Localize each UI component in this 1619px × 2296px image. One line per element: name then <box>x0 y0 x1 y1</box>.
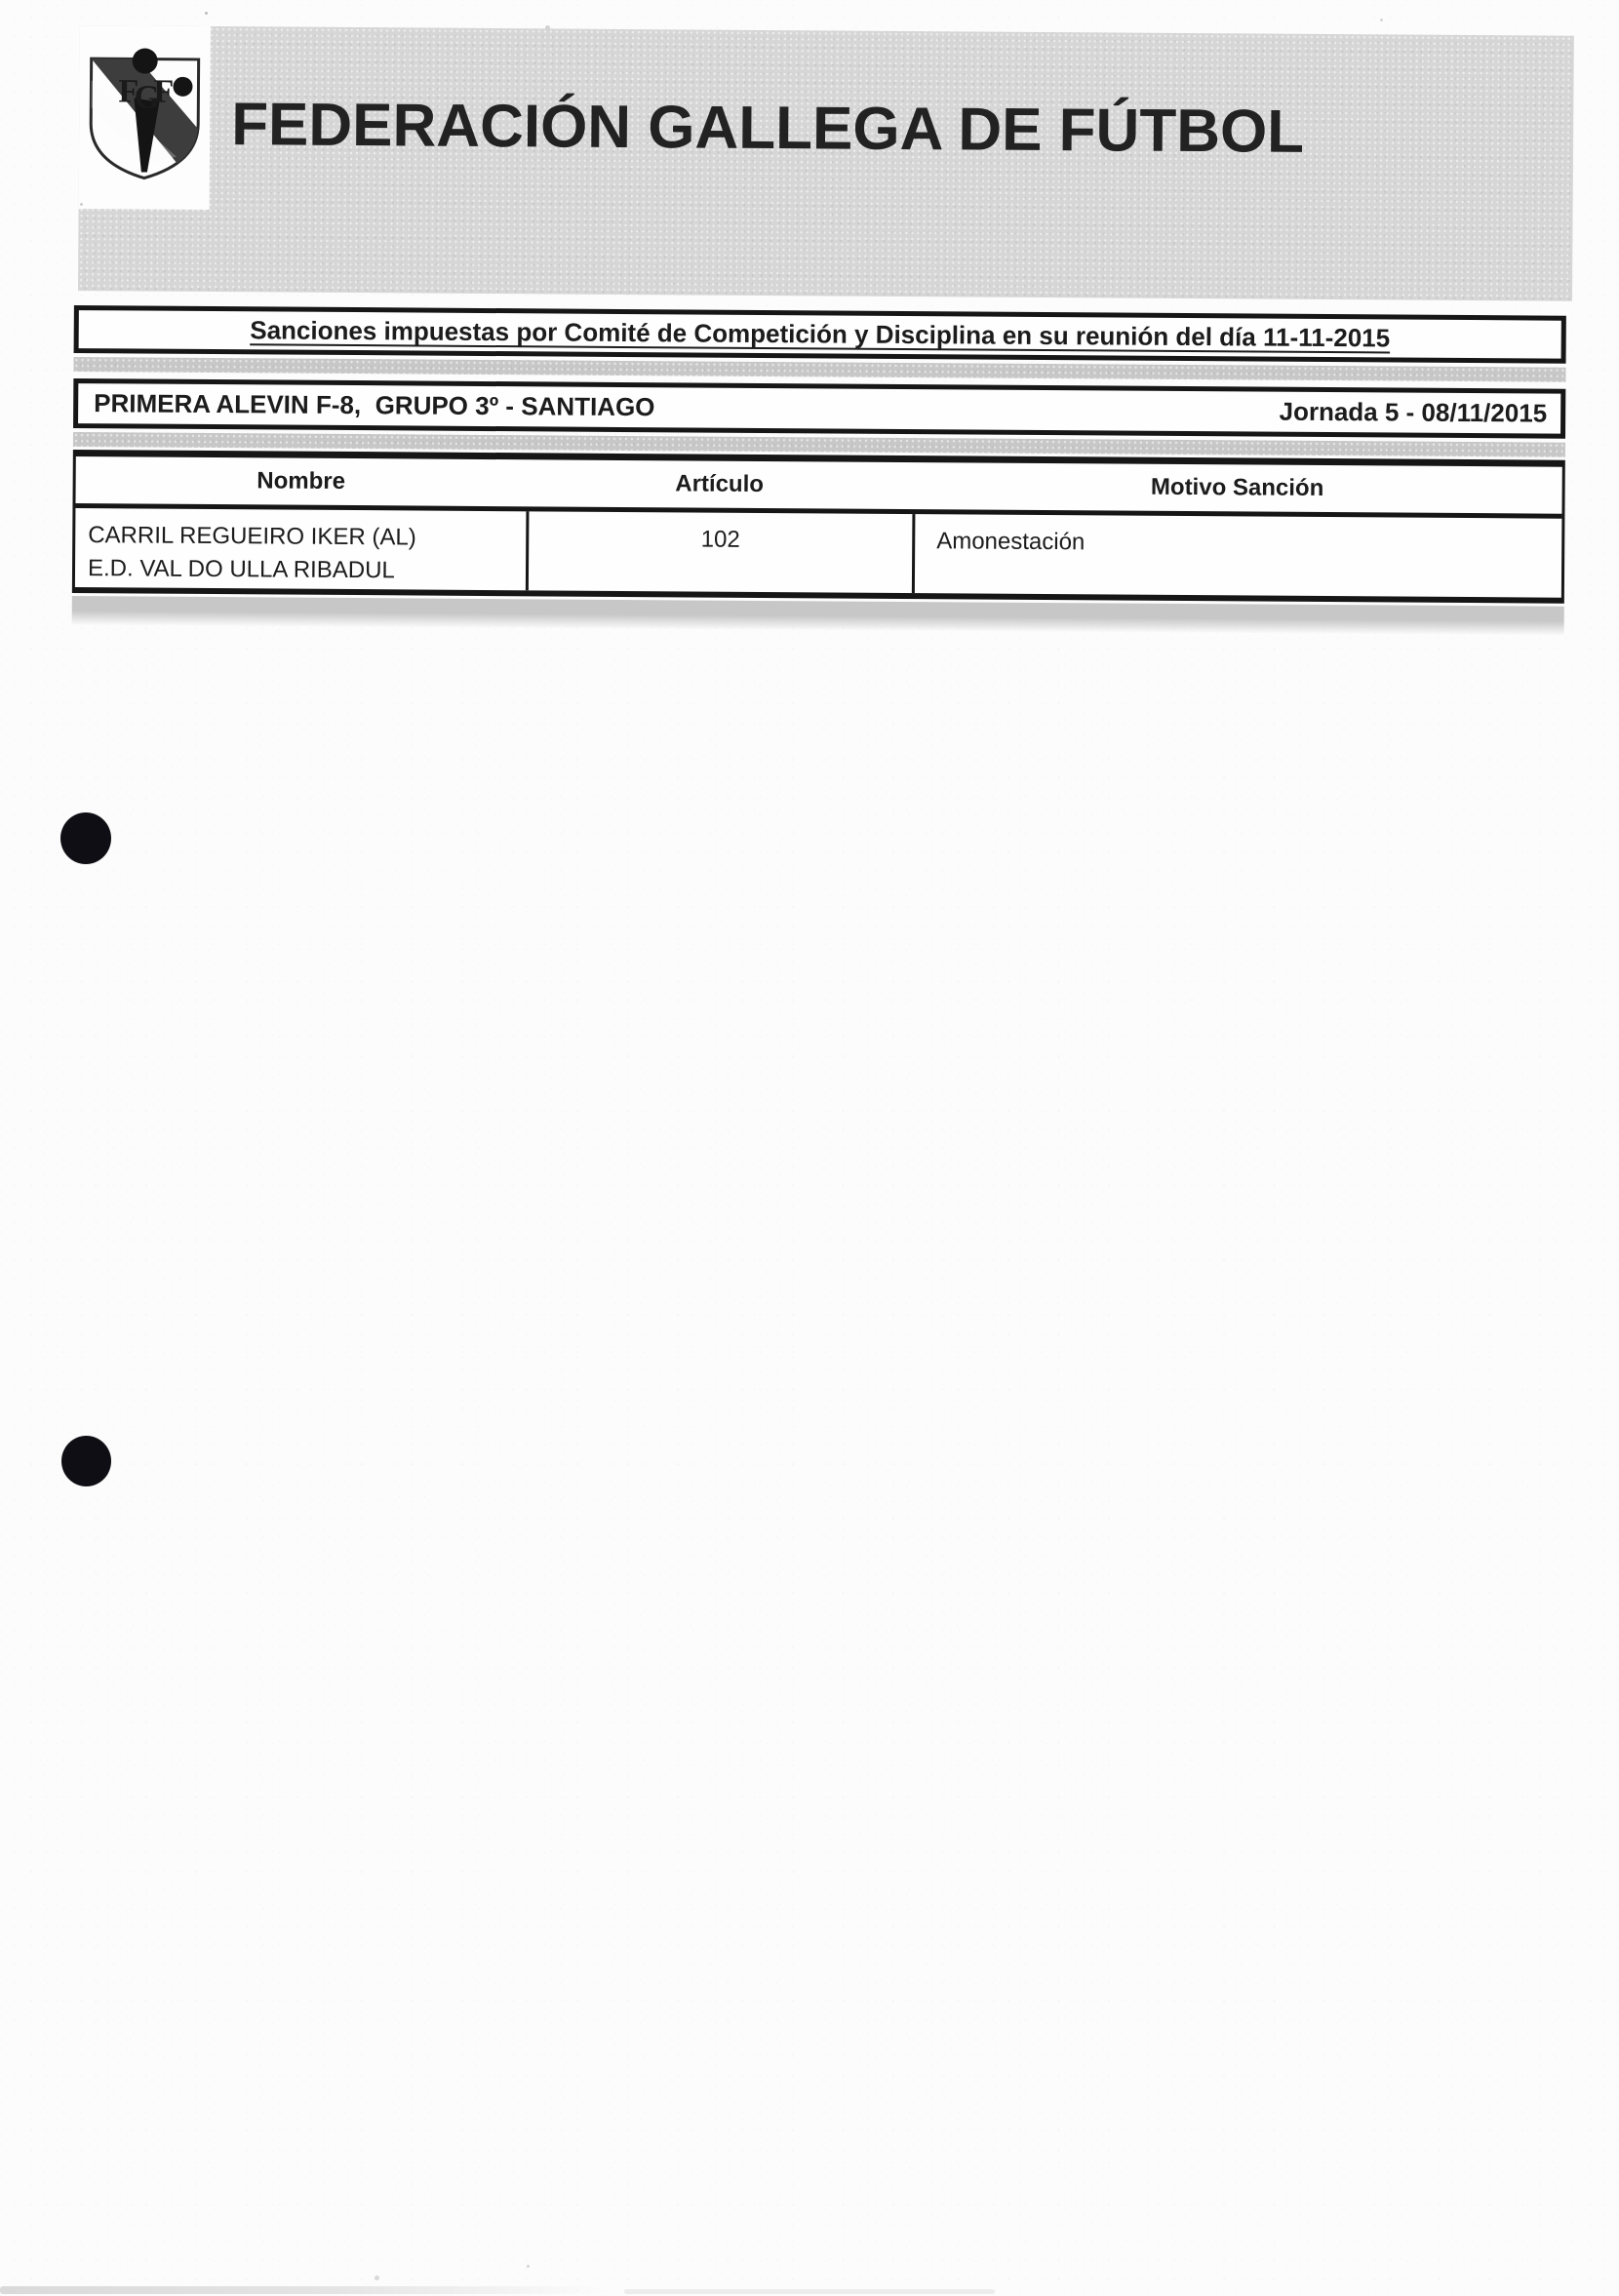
nombre-line-2: E.D. VAL DO ULLA RIBADUL <box>87 555 395 584</box>
org-title: FEDERACIÓN GALLEGA DE FÚTBOL <box>230 90 1305 166</box>
scan-smudge-bottom-right <box>624 2289 995 2294</box>
logo-box <box>79 25 211 210</box>
column-header-motivo-sancion: Motivo Sanción <box>1150 473 1324 501</box>
sanctions-table <box>72 450 1565 604</box>
svg-text:F: F <box>118 73 139 110</box>
cell-articulo: 102 <box>526 511 913 593</box>
scan-smudge-bottom-left <box>0 2286 605 2294</box>
competition-name: PRIMERA ALEVIN F-8, GRUPO 3º - SANTIAGO <box>94 388 655 422</box>
scanned-content-group <box>0 0 1619 752</box>
jornada-date: Jornada 5 - 08/11/2015 <box>1279 396 1548 428</box>
scan-speckles <box>205 12 208 15</box>
column-header-nombre: Nombre <box>257 467 346 495</box>
table-row <box>75 508 1562 598</box>
hole-punch-dot-top <box>60 812 111 864</box>
cell-motivo-sancion: Amonestación <box>912 514 1562 598</box>
fgf-crest-icon <box>83 47 207 184</box>
nombre-line-1: CARRIL REGUEIRO IKER (AL) <box>88 522 416 551</box>
letterhead-band <box>78 25 1574 301</box>
sanctions-title-bar <box>74 305 1566 364</box>
sanctions-title-text: Sanciones impuestas por Comité de Competición y Disciplina en su reunión del día 11-11-2015 <box>250 315 1391 353</box>
scan-shadow-strip <box>72 596 1564 636</box>
svg-text:G: G <box>134 79 160 116</box>
competition-bar <box>73 378 1565 439</box>
hole-punch-dot-bottom <box>61 1436 111 1486</box>
cell-nombre <box>75 508 527 590</box>
column-header-articulo: Artículo <box>675 470 765 497</box>
svg-text:F: F <box>153 73 175 110</box>
